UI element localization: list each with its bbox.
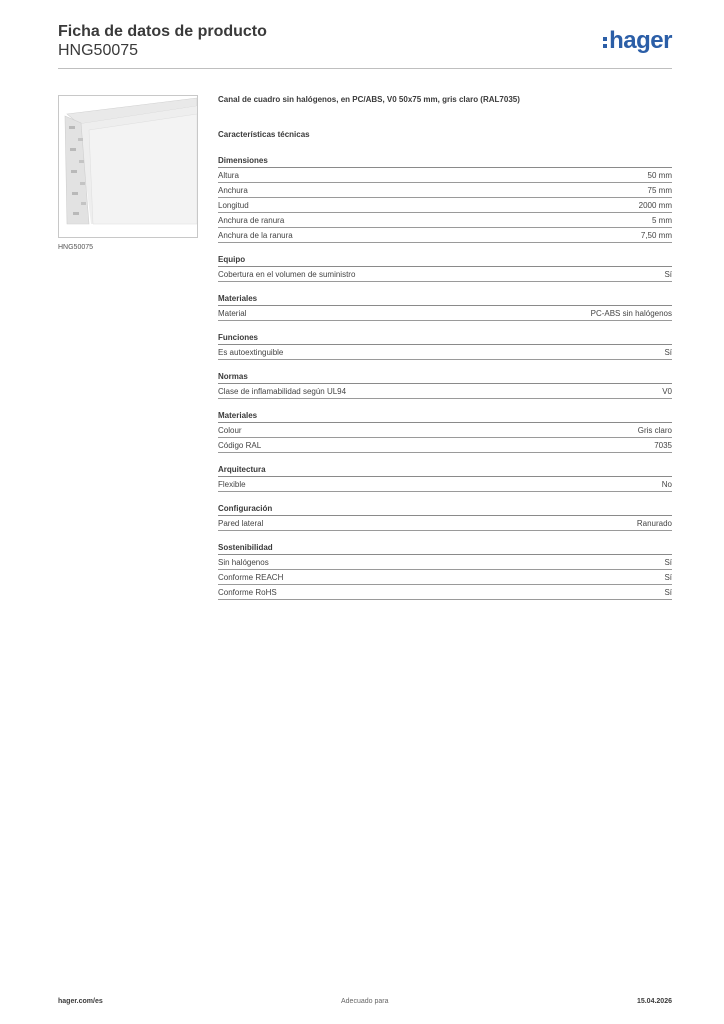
spec-label: Anchura de la ranura [218,230,293,240]
spec-row [218,213,672,228]
spec-label: Cobertura en el volumen de suministro [218,269,356,279]
spec-label: Es autoextinguible [218,347,284,357]
product-image [58,95,198,238]
spec-value: Sí [664,587,672,597]
spec-section [218,254,672,282]
spec-label: Colour [218,425,242,435]
section-title: Materiales [218,410,672,423]
spec-row [218,168,672,183]
spec-label: Conforme REACH [218,572,284,582]
section-title: Sostenibilidad [218,542,672,555]
spec-label: Pared lateral [218,518,264,528]
spec-row [218,570,672,585]
spec-label: Conforme RoHS [218,587,277,597]
spec-value: Sí [664,572,672,582]
spec-value: Sí [664,557,672,567]
logo-text: hager [609,27,672,54]
spec-value: Sí [664,269,672,279]
spec-section [218,542,672,600]
spec-section [218,371,672,399]
spec-row [218,438,672,453]
footer-website: hager.com/es [58,998,103,1005]
spec-row [218,228,672,243]
product-specs [218,94,672,611]
hager-logo [603,28,672,54]
spec-row [218,477,672,492]
spec-value: No [661,479,672,489]
spec-row [218,183,672,198]
spec-sections [218,155,672,600]
spec-label: Flexible [218,479,246,489]
spec-label: Anchura [218,185,248,195]
header-divider [58,68,672,69]
spec-row [218,345,672,360]
spec-value: 75 mm [647,185,672,195]
spec-section [218,503,672,531]
logo-dots-icon [603,37,607,48]
technical-characteristics-heading: Características técnicas [218,130,310,139]
spec-row [218,516,672,531]
image-caption: HNG50075 [58,244,94,251]
spec-label: Longitud [218,200,249,210]
spec-label: Código RAL [218,440,262,450]
product-description: Canal de cuadro sin halógenos, en PC/ABS, V0 50x75 mm, gris claro (RAL7035) [218,95,520,104]
section-title: Equipo [218,254,672,267]
spec-row [218,423,672,438]
spec-value: 2000 mm [638,200,672,210]
product-reference: HNG50075 [58,42,139,59]
spec-value: 5 mm [652,215,672,225]
spec-value: V0 [662,386,672,396]
spec-value: 7,50 mm [640,230,672,240]
spec-value: 50 mm [647,170,672,180]
spec-label: Material [218,308,247,318]
spec-label: Clase de inflamabilidad según UL94 [218,386,347,396]
section-title: Configuración [218,503,672,516]
spec-row [218,198,672,213]
spec-row [218,384,672,399]
spec-row [218,555,672,570]
spec-section [218,155,672,243]
spec-label: Sin halógenos [218,557,269,567]
spec-section [218,293,672,321]
spec-section [218,332,672,360]
document-header [58,22,267,60]
spec-row [218,306,672,321]
spec-value: PC-ABS sin halógenos [590,308,672,318]
spec-label: Anchura de ranura [218,215,285,225]
spec-value: Ranurado [636,518,672,528]
spec-value: Gris claro [637,425,672,435]
spec-value: 7035 [654,440,672,450]
spec-row [218,267,672,282]
page-title: Ficha de datos de producto [58,23,267,40]
section-title: Funciones [218,332,672,345]
cable-trunking-icon [59,96,197,237]
section-title: Materiales [218,293,672,306]
spec-label: Altura [218,170,239,180]
spec-section [218,464,672,492]
section-title: Arquitectura [218,464,672,477]
spec-section [218,410,672,453]
section-title: Dimensiones [218,155,672,168]
spec-row [218,585,672,600]
footer-date: 15.04.2026 [636,998,672,1005]
footer-note: Adecuado para [341,998,389,1005]
section-title: Normas [218,371,672,384]
spec-value: Sí [664,347,672,357]
